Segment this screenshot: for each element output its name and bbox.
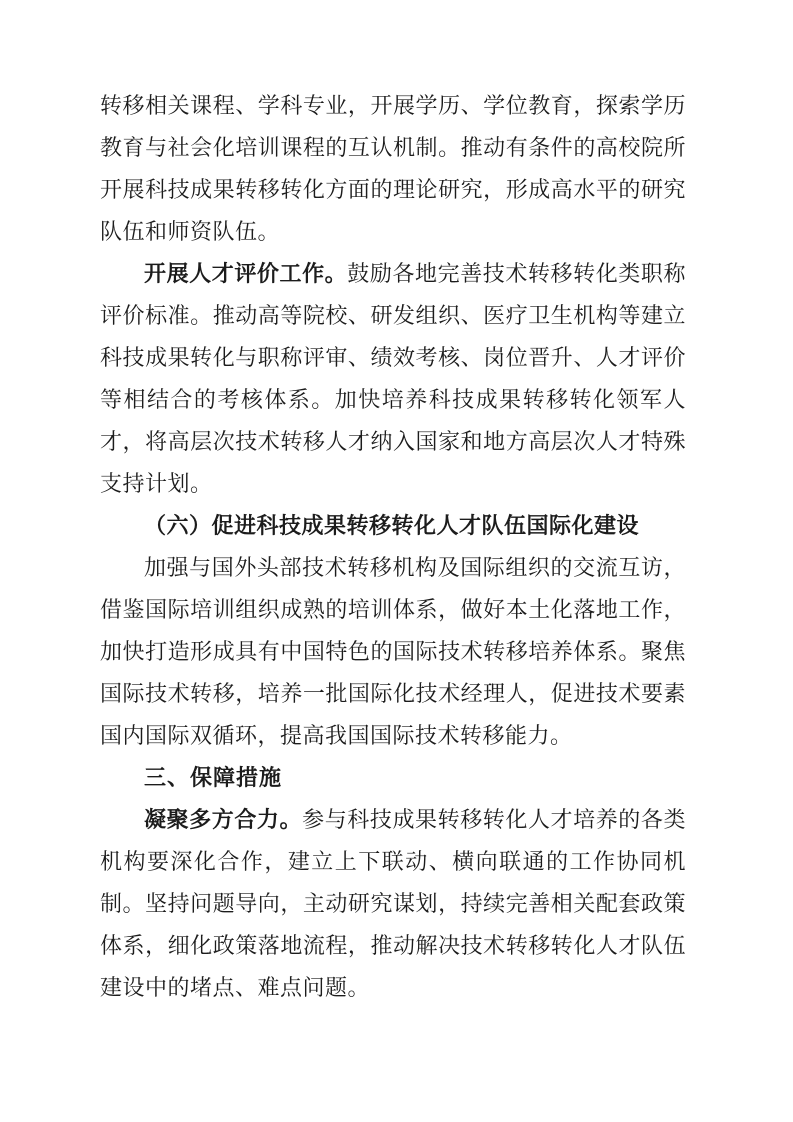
heading-section-six-internationalization: （六）促进科技成果转移转化人才队伍国际化建设 — [144, 513, 640, 538]
paragraph-talent-evaluation — [100, 253, 686, 505]
paragraph-curriculum-continuation — [100, 85, 686, 253]
paragraph-joint-efforts — [100, 799, 686, 1009]
paragraph-international-exchange — [100, 547, 686, 757]
paragraph-bold-lead: 开展人才评价工作。 — [144, 261, 348, 286]
heading-part-three-safeguard-measures: 三、保障措施 — [144, 765, 283, 790]
document-body — [100, 85, 686, 1009]
paragraph-text: 转移相关课程、学科专业，开展学历、学位教育，探索学历教育与社会化培训课程的互认机制。推动有条件的高校院所开展科技成果转移转化方面的理论研究，形成高水平的研究队伍和师资队伍。 — [100, 93, 686, 244]
paragraph-text: 鼓励各地完善技术转移转化类职称评价标准。推动高等院校、研发组织、医疗卫生机构等建立科技成果转化与职称评审、绩效考核、岗位晋升、人才评价等相结合的考核体系。加快培养科技成果转移转化领军人才，将高层次技术转移人才纳入国家和地方高层次人才特殊支持计划。 — [100, 261, 686, 496]
paragraph-bold-lead: 凝聚多方合力。 — [144, 807, 303, 832]
paragraph-text: 加强与国外头部技术转移机构及国际组织的交流互访，借鉴国际培训组织成熟的培训体系，做好本土化落地工作，加快打造形成具有中国特色的国际技术转移培养体系。聚焦国际技术转移，培养一批国际化技术经理人，促进技术要素国内国际双循环，提高我国国际技术转移能力。 — [100, 555, 686, 748]
paragraph-text: 参与科技成果转移转化人才培养的各类机构要深化合作，建立上下联动、横向联通的工作协同机制。坚持问题导向，主动研究谋划，持续完善相关配套政策体系，细化政策落地流程，推动解决技术转移转化人才队伍建设中的堵点、难点问题。 — [100, 807, 686, 1000]
